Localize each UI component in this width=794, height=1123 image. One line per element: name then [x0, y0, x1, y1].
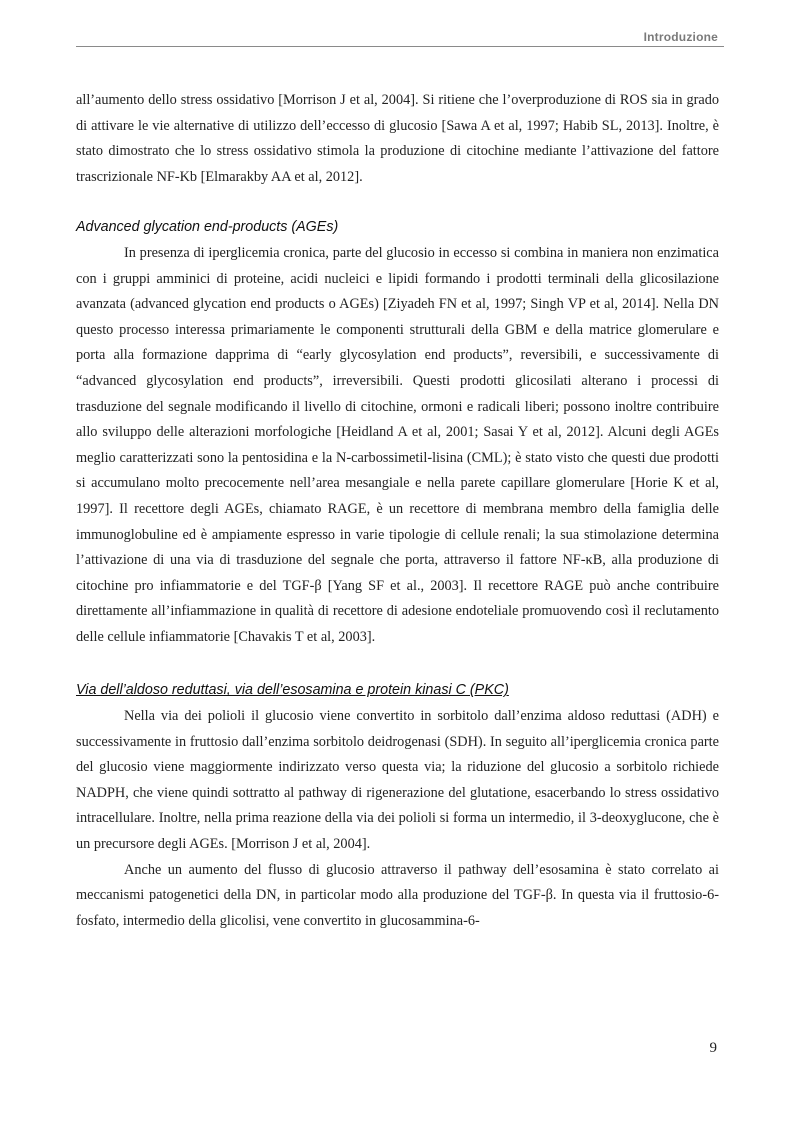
section-heading-aldose-reductase: Via dell’aldoso reduttasi, via dell’esosamina e protein kinasi C (PKC)	[76, 682, 509, 699]
paragraph-polyol: Nella via dei polioli il glucosio viene convertito in sorbitolo dall’enzima aldoso reduttasi (ADH) e successivamente in fruttosio dall’enzima sorbitolo deidrogenasi (SDH). In seguito all’iperglicemia cronica parte del glucosio viene maggiormente indirizzato verso questa via; la riduzione del glucosio a sorbitolo richiede NADPH, che viene quindi sottratto al pathway di rigenerazione del glutatione, esacerbando lo stress ossidativo intracellulare. Inoltre, nella prima reazione della via dei polioli si forma un intermedio, il 3-deoxyglucone, che è un precursore degli AGEs. [Morrison J et al, 2004].	[76, 708, 719, 853]
body-text	[76, 88, 719, 934]
section-heading-ages: Advanced glycation end-products (AGEs)	[76, 219, 339, 236]
paragraph-hexosamine: Anche un aumento del flusso di glucosio attraverso il pathway dell’esosamina è stato correlato ai meccanismi patogenetici della DN, in particolar modo alla produzione del TGF-β. In questa via il fruttosio-6-fosfato, intermedio della glicolisi, vene convertito in glucosammina-6-	[76, 861, 719, 929]
running-header	[76, 30, 724, 47]
paragraph-continued: all’aumento dello stress ossidativo [Morrison J et al, 2004]. Si ritiene che l’overproduzione di ROS sia in grado di attivare le vie alternative di utilizzo dell’eccesso di glucosio [Sawa A et al, 1997; Habib SL, 2013]. Inoltre, è stato dimostrato che lo stress ossidativo stimola la produzione di citochine mediante l’attivazione del fattore trascrizionale NF-Kb [Elmarakby AA et al, 2012].	[76, 92, 719, 185]
header-section-title: Introduzione	[643, 30, 718, 44]
paragraph-ages: In presenza di iperglicemia cronica, parte del glucosio in eccesso si combina in maniera non enzimatica con i gruppi amminici di proteine, acidi nucleici e lipidi formando i prodotti terminali della glicosilazione avanzata (advanced glycation end products o AGEs) [Ziyadeh FN et al, 1997; Singh VP et al, 2014]. Nella DN questo processo interessa primariamente le componenti strutturali della GBM e della matrice glomerulare e porta alla formazione dapprima di “early glycosylation end products”, reversibili, e successivamente di “advanced glycosylation end products”, irreversibili. Questi prodotti glicosilati alterano i processi di trasduzione del segnale modificando il livello di citochine, ormoni e radicali liberi; possono inoltre contribuire allo sviluppo delle alterazioni morfologiche [Heidland A et al, 2001; Sasai Y et al, 2012]. Alcuni degli AGEs meglio caratterizzati sono la pentosidina e la N-carbossimetil-lisina (CML); è stato visto che questi due prodotti si accumulano molto precocemente nell’area mesangiale e nella parete capillare glomerulare [Horie K et al, 1997]. Il recettore degli AGEs, chiamato RAGE, è un recettore di membrana membro della famiglia delle immunoglobuline ed è ampiamente espresso in varie tipologie di cellule renali; la sua stimolazione determina l’attivazione di una via di trasduzione del segnale che porta, attraverso il fattore NF-κB, alla produzione di citochine pro infiammatorie e del TGF-β [Yang SF et al., 2003]. Il recettore RAGE può anche contribuire direttamente all’infiammazione in qualità di recettore di adesione endoteliale promuovendo così il reclutamento delle cellule infiammatorie [Chavakis T et al, 2003].	[76, 244, 719, 645]
page-number: 9	[709, 1040, 717, 1056]
